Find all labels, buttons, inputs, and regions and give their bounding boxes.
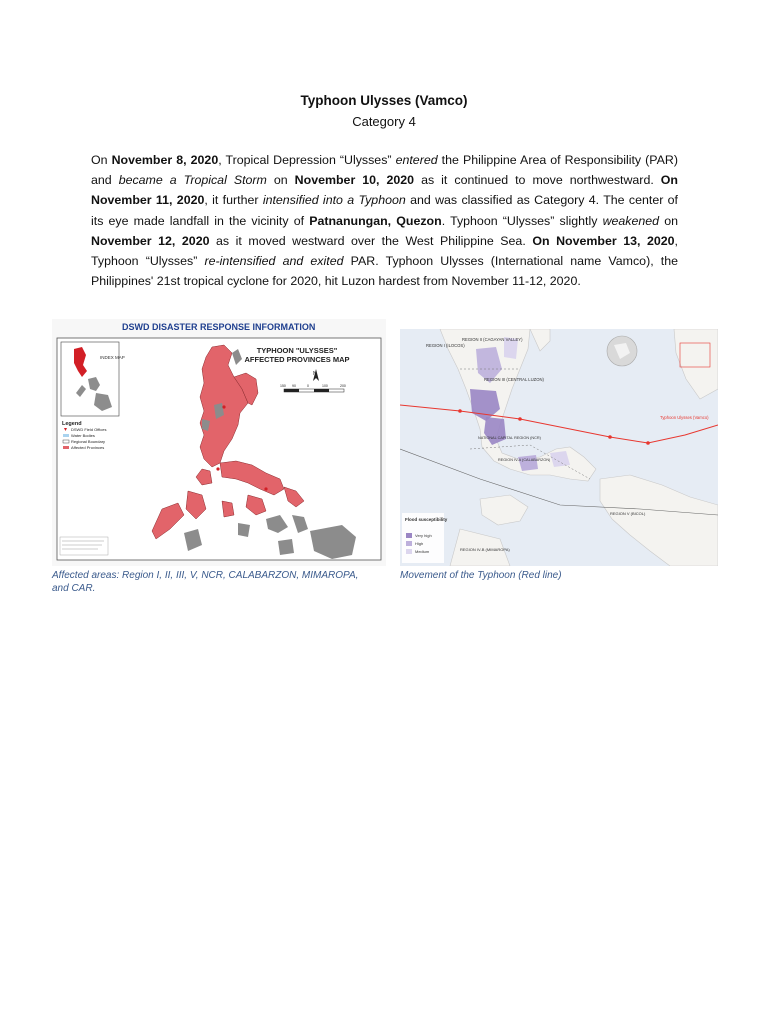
legend-title: Legend — [62, 421, 82, 427]
paragraph-run: on — [659, 213, 678, 228]
region-label-2: REGION III (CENTRAL LUZON) — [484, 377, 544, 382]
region-label-3: NATIONAL CAPITAL REGION (NCR) — [478, 436, 541, 440]
paragraph-run: November 8, 2020 — [111, 153, 219, 167]
scale-label-4: 200 — [340, 384, 346, 388]
paragraph-run: , Typhoon “Ulysses” — [91, 233, 678, 269]
right-figure-caption: Movement of the Typhoon (Red line) — [400, 570, 562, 581]
paragraph-run: became a Tropical Storm — [118, 173, 267, 188]
paragraph-run: On November 13, 2020 — [532, 233, 675, 248]
paragraph-run: November 10, 2020 — [294, 173, 415, 188]
paragraph-run: , it further — [204, 193, 263, 208]
affected-provinces-map-figure — [52, 319, 386, 566]
paragraph-run: , Tropical Depression “Ulysses” — [218, 153, 396, 167]
left-figure-caption: Affected areas: Region I, II, III, V, NCR, CALABARZON, MIMAROPA, and CAR. — [52, 570, 359, 594]
paragraph-run: intensified into a Typhoon — [262, 193, 406, 208]
paragraph-run: as it continued to move northwestward. — [414, 173, 661, 188]
region-label-0: REGION II (CAGAYAN VALLEY) — [462, 337, 523, 342]
legend-item-1: Water Bodies — [71, 433, 95, 438]
map-title-line2: AFFECTED PROVINCES MAP — [244, 355, 350, 364]
document-title: Typhoon Ulysses (Vamco) — [300, 93, 468, 108]
flood-legend — [402, 513, 448, 563]
paragraph-run: and was classified as Category 4. The center of its eye made landfall in the vicinity of — [91, 193, 678, 228]
track-point — [646, 441, 650, 445]
track-label: Typhoon Ulysses (Vamco) — [660, 415, 709, 420]
flood-legend-item-2: Medium — [415, 549, 430, 554]
track-point — [518, 417, 522, 421]
north-label: N — [313, 371, 317, 377]
map-header: DSWD DISASTER RESPONSE INFORMATION — [122, 322, 316, 332]
paragraph-run: the Philippine Area of Responsibility (PAR) and — [91, 153, 678, 188]
scale-label-0: 150 — [280, 384, 286, 388]
typhoon-track-map-figure — [400, 329, 718, 566]
body-paragraph — [91, 150, 678, 291]
paragraph-run: entered — [395, 153, 438, 167]
track-point — [458, 409, 462, 413]
paragraph-run: PAR. Typhoon Ulysses (International name Vamco), the Philippines' 21st tropical cyclone for 2020, hit Luzon hardest from November 11-12, 2020. — [91, 254, 679, 289]
paragraph-run: Patnanungan, Quezon — [309, 213, 442, 228]
affected-provinces-map — [52, 319, 386, 566]
paragraph-run: re-intensified and exited — [204, 254, 344, 269]
region-label-6: REGION IV-B (MIMAROPA) — [460, 547, 510, 552]
field-office-marker — [216, 467, 219, 470]
legend-item-2: Regional Boundary — [71, 439, 106, 444]
paragraph-run: weakened — [602, 213, 660, 228]
flood-legend-item-1: High — [415, 541, 424, 546]
map-source-box — [60, 537, 108, 555]
paragraph-run: on — [266, 173, 295, 188]
typhoon-track-map — [400, 329, 718, 566]
document-subtitle: Category 4 — [352, 114, 416, 129]
legend-item-3: Affected Provinces — [71, 445, 105, 450]
flood-legend-item-0: Very high — [415, 533, 432, 538]
scale-label-3: 100 — [322, 384, 328, 388]
track-point — [608, 435, 612, 439]
paragraph-run: as it moved westward over the West Philippine Sea. — [209, 233, 533, 248]
scale-label-1: 90 — [292, 384, 296, 388]
region-label-4: REGION IV-A (CALABARZON) — [498, 458, 551, 462]
region-label-5: REGION V (BICOL) — [610, 511, 646, 516]
paragraph-run: . Typhoon “Ulysses” slightly — [441, 213, 603, 228]
flood-legend-title: Flood susceptibility — [405, 517, 448, 522]
region-label-1: REGION I (ILOCOS) — [426, 343, 465, 348]
legend-item-0: DSWD Field Offices — [71, 427, 107, 432]
paragraph-run: On November 11, 2020 — [91, 173, 678, 208]
inset-label: INDEX MAP — [100, 355, 125, 360]
field-office-marker — [264, 487, 267, 490]
paragraph-run: On — [91, 153, 112, 167]
scale-label-2: 0 — [307, 384, 309, 388]
paragraph-run: November 12, 2020 — [91, 233, 210, 248]
field-office-marker — [222, 405, 225, 408]
map-title-line1: TYPHOON "ULYSSES" — [256, 346, 338, 355]
